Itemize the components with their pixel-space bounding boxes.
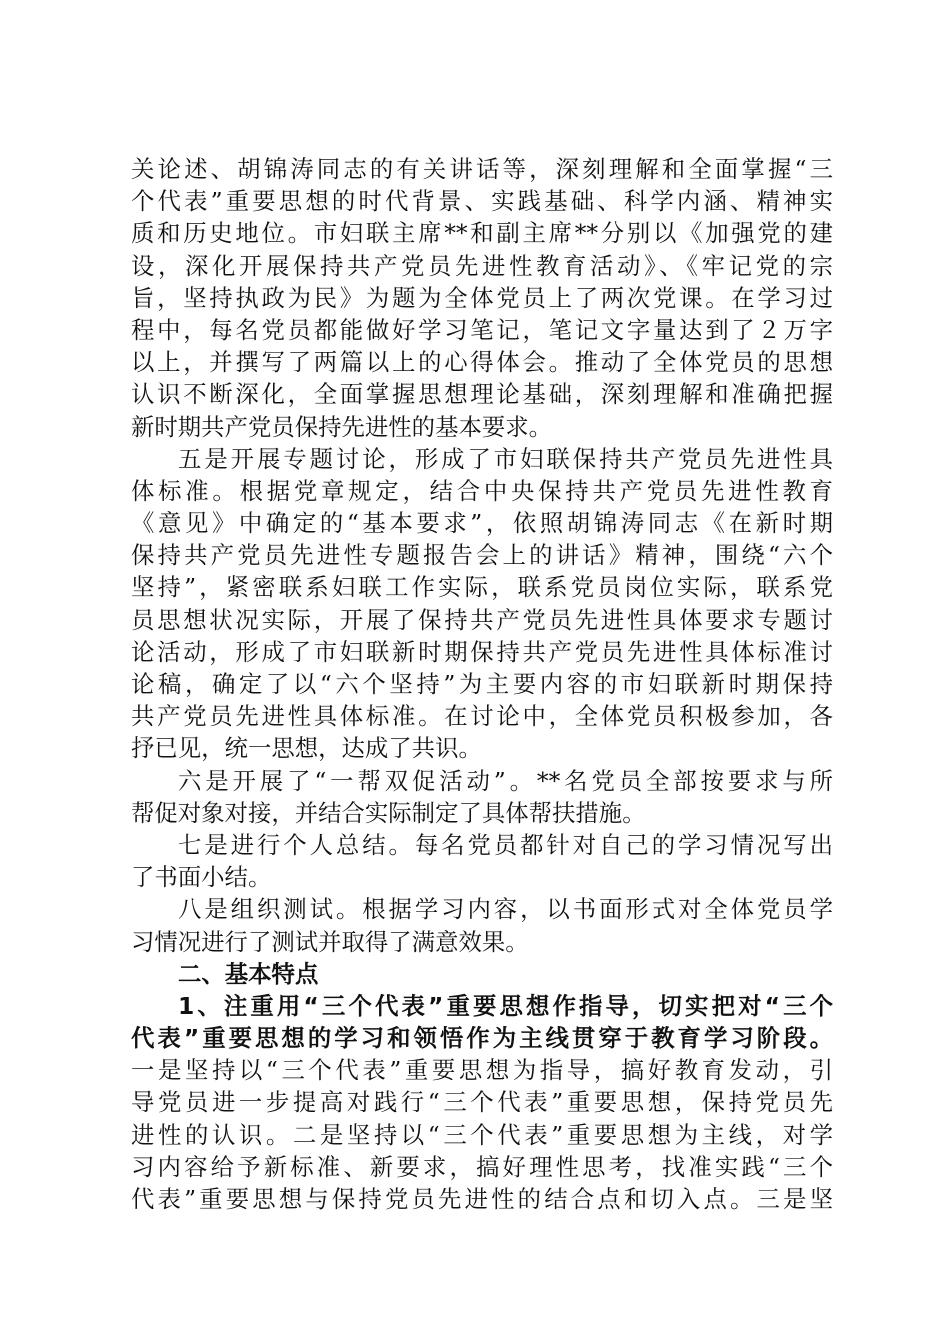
- text-line: 了书面小结。: [131, 863, 272, 892]
- bold-text-line: 代表”重要思想的学习和领悟作为主线贯穿于教育学习阶段。: [131, 1024, 833, 1053]
- text-line: 八是组织测试。根据学习内容，以书面形式对全体党员学: [178, 895, 833, 924]
- text-line: 论稿，确定了以“六个坚持”为主要内容的市妇联新时期保持: [131, 670, 833, 698]
- text-line: 个代表”重要思想的时代背景、实践基础、科学内涵、精神实: [131, 187, 833, 216]
- text-line: 旨，坚持执政为民》为题为全体党员上了两次党课。在学习过: [131, 283, 833, 312]
- bold-text-line: 1、注重用“三个代表”重要思想作指导，切实把对“三个: [178, 991, 833, 1020]
- text-line: 以上，并撰写了两篇以上的心得体会。推动了全体党员的思想: [131, 348, 833, 377]
- text-line: 七是进行个人总结。每名党员都针对自己的学习情况写出: [178, 830, 833, 859]
- text-line: 论活动，形成了市妇联新时期保持共产党员先进性具体标准讨: [131, 637, 833, 666]
- paragraph-help-activity: [131, 765, 833, 829]
- document-page: [131, 153, 833, 1215]
- text-line: 一是坚持以“三个代表”重要思想为指导，搞好教育发动，引: [131, 1056, 833, 1085]
- text-line: 抒已见，统一思想，达成了共识。: [131, 734, 482, 763]
- paragraph-study-summary: [131, 153, 833, 443]
- text-line: 体标准。根据党章规定，结合中央保持共产党员先进性教育: [131, 476, 833, 505]
- text-line: 认识不断深化，全面掌握思想理论基础，深刻理解和准确把握: [131, 380, 833, 409]
- text-line: 员思想状况实际，开展了保持共产党员先进性具体要求专题讨: [131, 605, 833, 634]
- text-line: 新时期共产党员保持先进性的基本要求。: [131, 412, 553, 441]
- paragraph-personal-summary: [131, 829, 833, 893]
- text-line: 共产党员先进性具体标准。在讨论中，全体党员积极参加，各: [131, 702, 833, 731]
- paragraph-topic-discussion: [131, 443, 833, 765]
- text-line: 五是开展专题讨论，形成了市妇联保持共产党员先进性具: [178, 444, 833, 473]
- text-line: 《意见》中确定的“基本要求”，依照胡锦涛同志《在新时期: [131, 509, 833, 538]
- text-line: 质和历史地位。市妇联主席**和副主席**分别以《加强党的建: [131, 219, 833, 248]
- text-line: 导党员进一步提高对践行“三个代表”重要思想，保持党员先: [131, 1088, 833, 1117]
- text-line: 六是开展了“一帮双促活动”。**名党员全部按要求与所: [178, 766, 833, 795]
- text-line: 设，深化开展保持共产党员先进性教育活动》、《牢记党的宗: [131, 251, 833, 280]
- section-heading: 二、基本特点: [178, 959, 319, 988]
- paragraph-testing: [131, 893, 833, 957]
- text-line: 帮促对象对接，并结合实际制定了具体帮扶措施。: [131, 798, 646, 827]
- text-line: 程中，每名党员都能做好学习笔记，笔记文字量达到了２万字: [131, 315, 833, 344]
- text-line: 进性的认识。二是坚持以“三个代表”重要思想为主线，对学: [131, 1120, 833, 1149]
- text-line: 习内容给予新标准、新要求，搞好理性思考，找准实践“三个: [131, 1152, 833, 1181]
- text-line: 关论述、胡锦涛同志的有关讲话等，深刻理解和全面掌握“三: [131, 155, 833, 183]
- text-line: 习情况进行了测试并取得了满意效果。: [131, 927, 529, 956]
- text-line: 保持共产党员先进性专题报告会上的讲话》精神，围绕“六个: [131, 541, 833, 570]
- text-line: 代表”重要思想与保持党员先进性的结合点和切入点。三是坚: [131, 1185, 833, 1213]
- paragraph-basic-features: [131, 990, 833, 1215]
- text-line: 坚持”，紧密联系妇联工作实际，联系党员岗位实际，联系党: [131, 573, 833, 602]
